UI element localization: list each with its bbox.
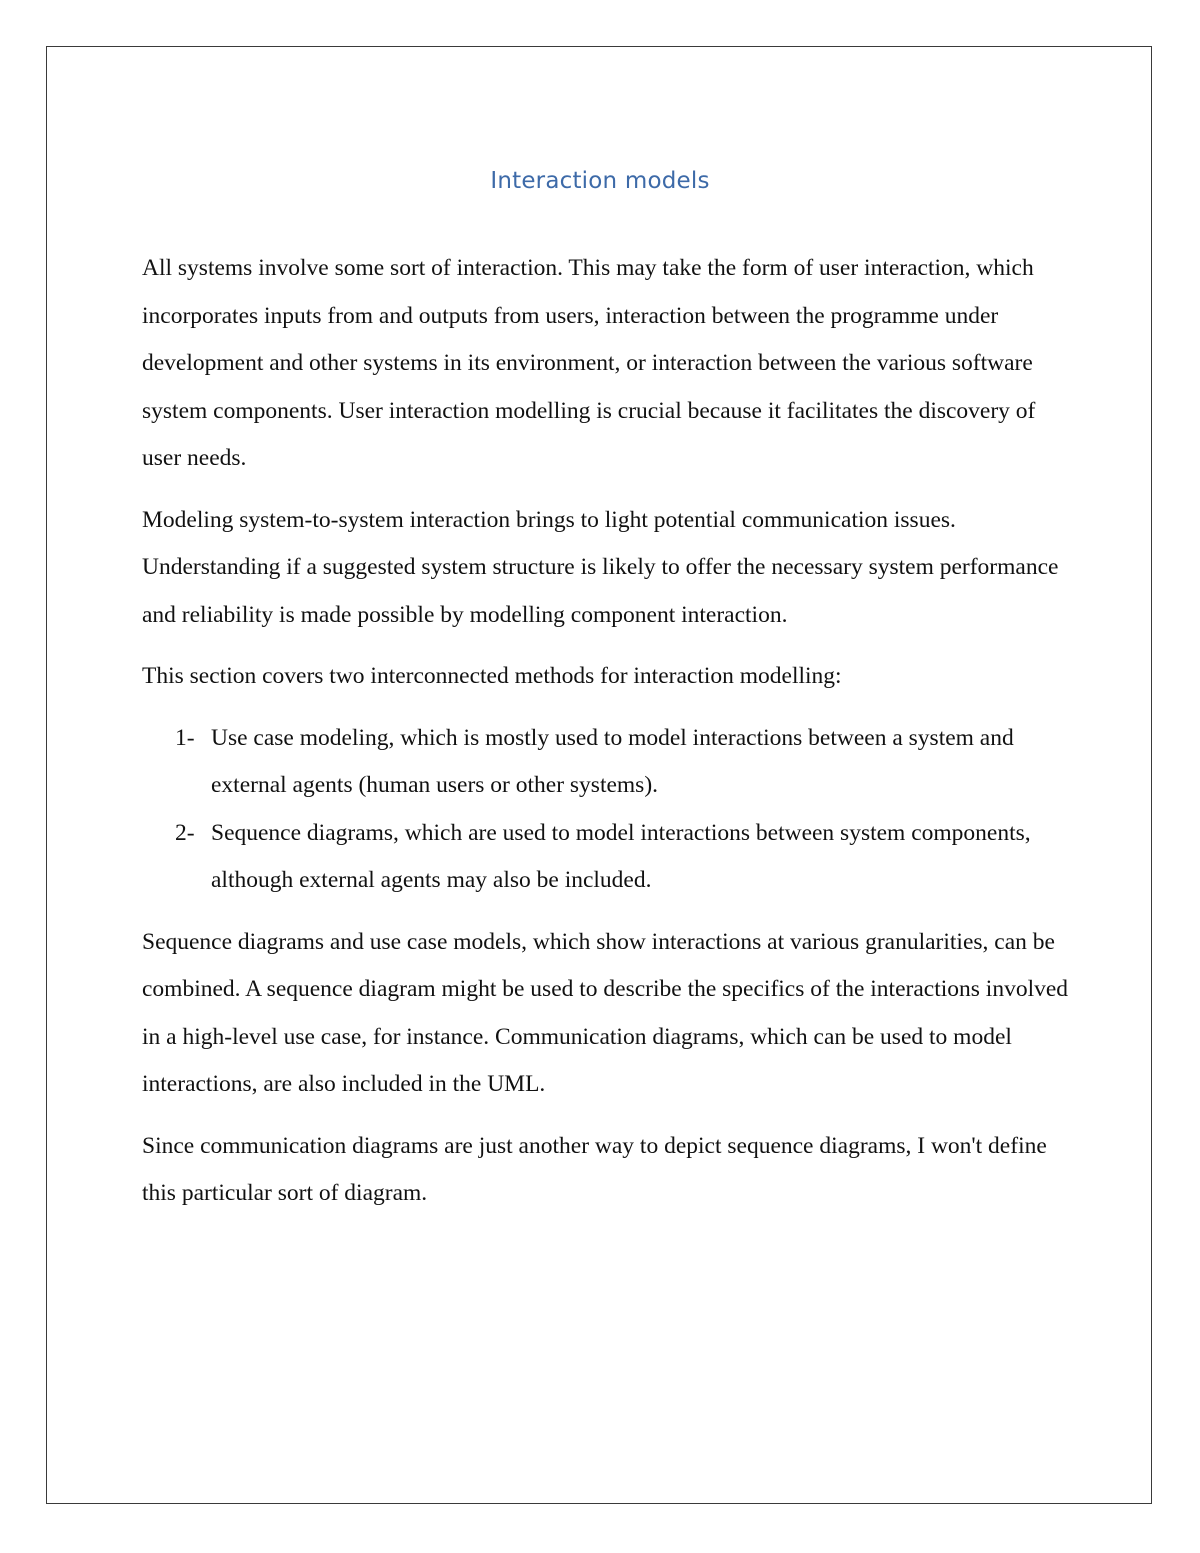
paragraph: Since communication diagrams are just another way to depict sequence diagrams, I won't define this particular sort of diagram. (142, 1132, 1047, 1206)
paragraph: Modeling system-to-system interaction brings to light potential communication issues. Understanding if a suggested system structure is likely to offer the necessary system performance and reliability is made possible by modelling component interaction. (142, 506, 1059, 628)
document-title: Interaction models (490, 168, 710, 194)
paragraph: This section covers two interconnected methods for interaction modelling: (142, 663, 842, 689)
list-marker: 2- (175, 819, 195, 846)
list-item-text: Sequence diagrams, which are used to model interactions between system components, although external agents may also be included. (211, 819, 1031, 893)
document-body (142, 245, 1072, 1232)
list-item (142, 810, 1072, 905)
list-marker: 1- (175, 724, 195, 751)
numbered-list (142, 715, 1072, 905)
paragraph: All systems involve some sort of interaction. This may take the form of user interaction, which incorporates inputs from and outputs from users, interaction between the programme under development and other systems in its environment, or interaction between the various software system components. User interaction modelling is crucial because it facilitates the discovery of user needs. (142, 255, 1036, 471)
list-item-text: Use case modeling, which is mostly used to model interactions between a system and external agents (human users or other systems). (211, 724, 1014, 798)
list-item (142, 715, 1072, 810)
paragraph: Sequence diagrams and use case models, which show interactions at various granularities, can be combined. A sequence diagram might be used to describe the specifics of the interactions involved in a high-level use case, for instance. Communication diagrams, which can be used to model interactions, are also included in the UML. (142, 928, 1069, 1097)
